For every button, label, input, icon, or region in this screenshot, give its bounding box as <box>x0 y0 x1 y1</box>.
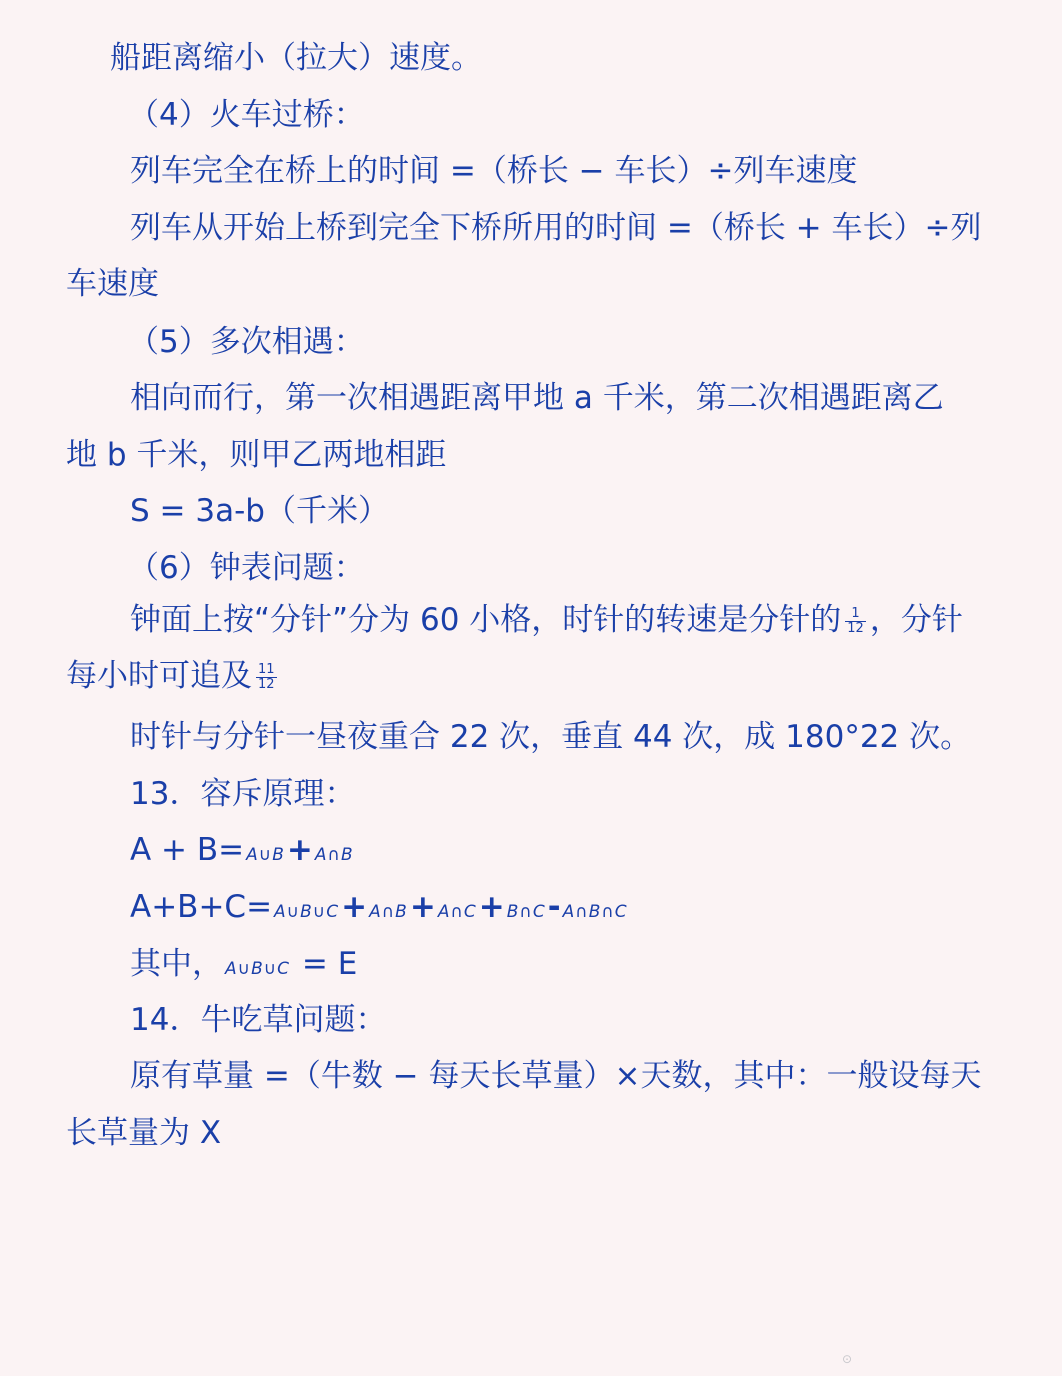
set-a-intersect-b: A∩B <box>314 845 354 865</box>
formula-two-sets <box>130 830 356 875</box>
section-heading-cow-grass: 14．牛吃草问题： <box>130 1002 387 1038</box>
formula-train-crossing: 列车从开始上桥到完全下桥所用的时间 =（桥长 + 车长）÷列 <box>130 210 982 246</box>
fraction-eleven-twelfths <box>256 663 277 692</box>
formula-train-on-bridge: 列车完全在桥上的时间 =（桥长 − 车长）÷列车速度 <box>130 153 858 189</box>
fraction-denominator: 12 <box>847 621 864 636</box>
fraction-one-twelfth <box>845 607 866 636</box>
set-a-intersect-c: A∩C <box>437 902 477 922</box>
formula-grass: 原有草量 =（牛数 − 每天长草量）×天数，其中：一般设每天 <box>130 1058 982 1094</box>
text-clock-overlap: 时针与分针一昼夜重合 22 次，垂直 44 次，成 180°22 次。 <box>130 719 972 755</box>
watermark-icon: ⊙ <box>842 1352 853 1366</box>
set-a-intersect-b-intersect-c: A∩B∩C <box>562 902 628 922</box>
formula-three-sets <box>130 887 630 932</box>
formula-where-prefix: 其中， <box>130 946 223 982</box>
formula-where <box>130 944 357 989</box>
formula-where-suffix: = E <box>292 946 358 982</box>
plus-sign: + <box>409 889 436 925</box>
text-clock-cont <box>66 656 281 696</box>
set-a-union-b-union-c: A∪B∪C <box>274 902 340 922</box>
set-b-intersect-c: B∩C <box>506 902 546 922</box>
formula-train-crossing-cont: 车速度 <box>66 266 159 302</box>
set-a-union-b-union-c: A∪B∪C <box>225 959 291 979</box>
set-a-union-b: A∪B <box>246 845 285 865</box>
section-heading-train-bridge: （4）火车过桥： <box>128 97 365 133</box>
text-clock-part1: 钟面上按“分针”分为 60 小格，时针的转速是分针的 <box>130 602 842 638</box>
fraction-numerator: 1 <box>845 607 866 622</box>
section-heading-multiple-meetings: （5）多次相遇： <box>128 324 365 360</box>
set-a-intersect-b: A∩B <box>369 902 408 922</box>
minus-sign: - <box>547 889 561 925</box>
text-clock <box>130 600 963 640</box>
formula-two-sets-lhs: A + B= <box>130 832 245 868</box>
plus-sign: + <box>478 889 505 925</box>
plus-sign: + <box>341 889 368 925</box>
formula-three-sets-lhs: A+B+C= <box>130 889 273 925</box>
text-meetings: 相向而行，第一次相遇距离甲地 a 千米，第二次相遇距离乙 <box>130 380 944 416</box>
fraction-denominator: 12 <box>258 677 275 692</box>
section-heading-clock: （6）钟表问题： <box>128 550 365 586</box>
section-heading-inclusion-exclusion: 13．容斥原理： <box>130 776 356 812</box>
fraction-numerator: 11 <box>258 662 275 677</box>
plus-sign: + <box>286 832 313 868</box>
text-clock-cont-part1: 每小时可追及 <box>66 658 252 694</box>
text-clock-part2: ，分针 <box>869 602 963 638</box>
text-line-1: 船距离缩小（拉大）速度。 <box>110 40 482 76</box>
text-meetings-cont: 地 b 千米，则甲乙两地相距 <box>66 437 447 473</box>
formula-distance: S = 3a-b（千米） <box>130 493 389 529</box>
formula-grass-cont: 长草量为 X <box>66 1115 222 1151</box>
